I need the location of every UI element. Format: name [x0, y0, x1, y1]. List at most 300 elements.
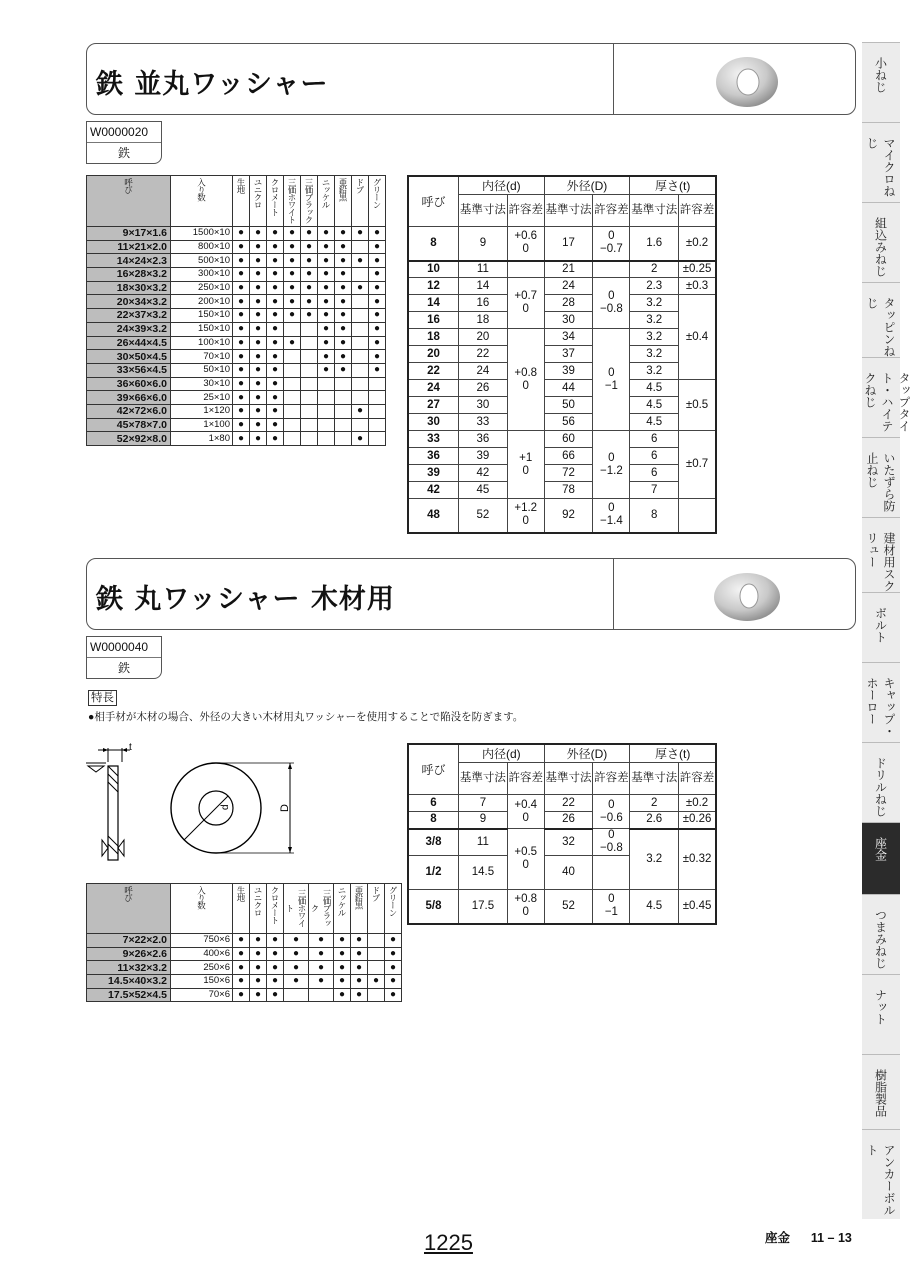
size-name: 18×30×3.2 — [87, 281, 171, 295]
side-tab[interactable] — [862, 517, 900, 592]
column-header-label: クロメート — [270, 886, 280, 924]
finish-cell — [369, 336, 386, 350]
available-dot-icon: ● — [373, 364, 381, 376]
available-dot-icon: ● — [237, 323, 245, 335]
table-row — [87, 240, 386, 254]
available-dot-icon: ● — [254, 323, 262, 335]
outer-base: 66 — [544, 448, 593, 465]
finish-cell — [352, 309, 369, 323]
outer-base: 26 — [544, 812, 593, 829]
column-header — [309, 884, 334, 934]
finish-cell — [318, 240, 335, 254]
section1-title: 鉄 並丸ワッシャー — [96, 69, 329, 100]
available-dot-icon: ● — [271, 432, 279, 444]
inner-base: 17.5 — [459, 890, 508, 924]
thickness-tolerance: ±0.2 — [679, 795, 716, 812]
available-dot-icon: ● — [389, 948, 397, 960]
finish-cell — [369, 404, 386, 418]
finish-cell — [369, 322, 386, 336]
thickness-base: 6 — [630, 465, 679, 482]
thickness-tolerance: ±0.5 — [679, 380, 716, 431]
quantity: 250×10 — [171, 281, 233, 295]
available-dot-icon: ● — [237, 350, 245, 362]
column-header — [352, 176, 369, 227]
inner-base: 36 — [459, 431, 508, 448]
finish-cell — [351, 988, 368, 1002]
dim-row — [408, 397, 716, 414]
inner-base: 14.5 — [459, 856, 508, 890]
column-header-label: ニッケル — [337, 886, 347, 916]
available-dot-icon: ● — [338, 961, 346, 973]
thickness-tolerance: ±0.25 — [679, 261, 716, 278]
available-dot-icon: ● — [339, 241, 347, 253]
side-tab[interactable] — [862, 437, 900, 517]
size-name: 9×26×2.6 — [87, 947, 171, 961]
outer-tolerance: 0 −1.2 — [593, 431, 630, 499]
side-tab-label: つまみねじ — [873, 909, 888, 969]
dim-row — [408, 812, 716, 829]
dim-row — [408, 312, 716, 329]
available-dot-icon: ● — [355, 975, 363, 987]
available-dot-icon: ● — [288, 295, 296, 307]
available-dot-icon: ● — [338, 948, 346, 960]
side-tab[interactable] — [862, 974, 900, 1054]
available-dot-icon: ● — [271, 975, 279, 987]
finish-cell — [318, 377, 335, 391]
outer-base: 34 — [544, 329, 593, 346]
side-tab[interactable] — [862, 357, 911, 437]
nominal: 1/2 — [408, 856, 459, 890]
table-row — [87, 391, 386, 405]
available-dot-icon: ● — [355, 961, 363, 973]
dim-row — [408, 448, 716, 465]
finish-cell — [233, 227, 250, 241]
nominal: 39 — [408, 465, 459, 482]
section2-title: 鉄 丸ワッシャー 木材用 — [96, 584, 395, 615]
nominal: 8 — [408, 227, 459, 261]
available-dot-icon: ● — [254, 948, 262, 960]
finish-cell — [301, 336, 318, 350]
available-dot-icon: ● — [254, 282, 262, 294]
finish-cell — [334, 988, 351, 1002]
available-dot-icon: ● — [305, 268, 313, 280]
available-dot-icon: ● — [322, 254, 330, 266]
finish-cell — [335, 322, 352, 336]
quantity: 25×10 — [171, 391, 233, 405]
finish-cell — [369, 268, 386, 282]
side-tab[interactable] — [862, 742, 900, 822]
finish-cell — [284, 336, 301, 350]
washer-drawing — [84, 740, 304, 870]
finish-cell — [352, 268, 369, 282]
column-header-label: ドブ — [355, 178, 365, 193]
column-header — [87, 176, 171, 227]
finish-cell — [352, 254, 369, 268]
side-tab[interactable] — [862, 282, 900, 357]
quantity: 70×6 — [171, 988, 233, 1002]
outer-base: 21 — [544, 261, 593, 278]
side-tab[interactable] — [862, 894, 900, 974]
available-dot-icon: ● — [271, 391, 279, 403]
column-header — [250, 176, 267, 227]
column-header-label: 亜鉛黒 — [338, 178, 348, 201]
finish-cell — [267, 309, 284, 323]
column-header — [233, 884, 250, 934]
inner-tolerance: +1.2 0 — [507, 499, 544, 533]
finish-cell — [284, 934, 309, 948]
table-row — [87, 377, 386, 391]
side-tab[interactable] — [862, 202, 900, 282]
thickness-tolerance — [679, 499, 716, 533]
side-tab-label: マイクロねじ — [865, 137, 896, 197]
thickness-base: 2 — [630, 795, 679, 812]
finish-cell — [334, 934, 351, 948]
side-tab[interactable] — [862, 592, 900, 662]
tolerance-header: 許容差 — [507, 195, 544, 227]
finish-cell — [369, 418, 386, 432]
finish-cell — [301, 377, 318, 391]
available-dot-icon: ● — [317, 934, 325, 946]
available-dot-icon: ● — [317, 975, 325, 987]
available-dot-icon: ● — [322, 364, 330, 376]
column-header-label: 呼び — [123, 178, 134, 193]
thickness-base: 4.5 — [630, 397, 679, 414]
nominal: 6 — [408, 795, 459, 812]
available-dot-icon: ● — [271, 948, 279, 960]
finish-cell — [250, 363, 267, 377]
quantity: 150×10 — [171, 309, 233, 323]
side-tab-label: 組込みねじ — [873, 217, 888, 277]
t-label: t — [129, 742, 132, 753]
outer-base: 22 — [544, 795, 593, 812]
finish-cell — [284, 961, 309, 975]
finish-cell — [284, 988, 309, 1002]
nominal: 10 — [408, 261, 459, 278]
available-dot-icon: ● — [338, 989, 346, 1001]
table-row — [87, 947, 402, 961]
footer-pages: 11 – 13 — [810, 1231, 852, 1245]
available-dot-icon: ● — [254, 268, 262, 280]
quantity: 150×6 — [171, 975, 233, 989]
size-name: 26×44×4.5 — [87, 336, 171, 350]
footer-section: 座金 — [765, 1231, 791, 1245]
dim-row — [408, 380, 716, 397]
finish-cell — [385, 975, 402, 989]
finish-cell — [267, 350, 284, 364]
finish-cell — [335, 363, 352, 377]
finish-cell — [284, 281, 301, 295]
inner-base: 11 — [459, 829, 508, 856]
thickness-base: 8 — [630, 499, 679, 533]
available-dot-icon: ● — [288, 336, 296, 348]
finish-cell — [301, 432, 318, 446]
available-dot-icon: ● — [292, 961, 300, 973]
column-header-label: 三価ブラック — [304, 178, 314, 223]
column-header-label: グリーン — [372, 178, 382, 208]
available-dot-icon: ● — [254, 336, 262, 348]
available-dot-icon: ● — [322, 309, 330, 321]
finish-cell — [335, 391, 352, 405]
outer-base: 32 — [544, 829, 593, 856]
available-dot-icon: ● — [305, 241, 313, 253]
available-dot-icon: ● — [271, 268, 279, 280]
finish-cell — [233, 281, 250, 295]
available-dot-icon: ● — [237, 418, 245, 430]
dim-row — [408, 465, 716, 482]
quantity: 1×80 — [171, 432, 233, 446]
quantity: 150×10 — [171, 322, 233, 336]
finish-cell — [352, 418, 369, 432]
column-header-label: グリーン — [388, 886, 398, 916]
table-row — [87, 988, 402, 1002]
outer-base: 92 — [544, 499, 593, 533]
finish-cell — [335, 336, 352, 350]
finish-cell — [233, 268, 250, 282]
available-dot-icon: ● — [355, 934, 363, 946]
available-dot-icon: ● — [322, 350, 330, 362]
inner-diameter-header: 内径(d) — [459, 176, 545, 195]
finish-cell — [369, 432, 386, 446]
finish-cell — [351, 934, 368, 948]
feature-label: 特長 — [88, 690, 117, 706]
available-dot-icon: ● — [356, 227, 364, 239]
available-dot-icon: ● — [373, 282, 381, 294]
available-dot-icon: ● — [373, 309, 381, 321]
thickness-header: 厚さ(t) — [630, 744, 716, 763]
inner-base: 16 — [459, 295, 508, 312]
outer-base: 50 — [544, 397, 593, 414]
available-dot-icon: ● — [322, 241, 330, 253]
side-tab[interactable] — [862, 1129, 900, 1219]
column-header-label: 亜鉛黒 — [354, 886, 364, 909]
dim-header-row — [408, 176, 716, 195]
available-dot-icon: ● — [305, 227, 313, 239]
inner-tolerance: +1 0 — [507, 431, 544, 499]
outer-tolerance: 0 −1.4 — [593, 499, 630, 533]
quantity: 750×6 — [171, 934, 233, 948]
finish-cell — [233, 377, 250, 391]
finish-cell — [335, 309, 352, 323]
finish-cell — [301, 363, 318, 377]
thickness-base: 1.6 — [630, 227, 679, 261]
side-tab[interactable] — [862, 42, 900, 122]
thickness-base: 3.2 — [630, 329, 679, 346]
outer-base: 72 — [544, 465, 593, 482]
available-dot-icon: ● — [237, 227, 245, 239]
quantity: 100×10 — [171, 336, 233, 350]
size-name: 17.5×52×4.5 — [87, 988, 171, 1002]
finish-cell — [267, 404, 284, 418]
available-dot-icon: ● — [339, 268, 347, 280]
finish-cell — [250, 934, 267, 948]
available-dot-icon: ● — [288, 309, 296, 321]
finish-cell — [369, 350, 386, 364]
finish-cell — [352, 404, 369, 418]
available-dot-icon: ● — [372, 975, 380, 987]
thickness-base: 3.2 — [630, 312, 679, 329]
finish-cell — [301, 350, 318, 364]
dim-row — [408, 261, 716, 278]
column-header — [233, 176, 250, 227]
available-dot-icon: ● — [254, 364, 262, 376]
finish-cell — [352, 432, 369, 446]
nominal: 12 — [408, 278, 459, 295]
thickness-header: 厚さ(t) — [630, 176, 716, 195]
finish-cell — [301, 240, 318, 254]
column-header-label: 生地 — [236, 886, 246, 901]
table-row — [87, 322, 386, 336]
nominal: 42 — [408, 482, 459, 499]
size-name: 42×72×6.0 — [87, 404, 171, 418]
finish-cell — [369, 295, 386, 309]
size-name: 14.5×40×3.2 — [87, 975, 171, 989]
available-dot-icon: ● — [237, 336, 245, 348]
side-tab-label: いたずら防止ねじ — [865, 452, 896, 512]
column-header-label: クロメート — [270, 178, 280, 216]
available-dot-icon: ● — [254, 309, 262, 321]
finish-cell — [284, 404, 301, 418]
dim-row — [408, 431, 716, 448]
available-dot-icon: ● — [288, 227, 296, 239]
size-name: 20×34×3.2 — [87, 295, 171, 309]
available-dot-icon: ● — [373, 295, 381, 307]
outer-base: 39 — [544, 363, 593, 380]
finish-cell — [369, 309, 386, 323]
finish-cell — [335, 350, 352, 364]
finish-cell — [334, 947, 351, 961]
finish-cell — [267, 377, 284, 391]
available-dot-icon: ● — [317, 961, 325, 973]
inner-base: 39 — [459, 448, 508, 465]
size-name: 39×66×6.0 — [87, 391, 171, 405]
available-dot-icon: ● — [254, 432, 262, 444]
quantity: 1×120 — [171, 404, 233, 418]
thickness-tolerance: ±0.26 — [679, 812, 716, 829]
side-tab[interactable] — [862, 662, 900, 742]
side-tab-label: ボルト — [873, 607, 888, 643]
available-dot-icon: ● — [254, 961, 262, 973]
finish-cell — [335, 404, 352, 418]
side-tab[interactable] — [862, 822, 900, 894]
finish-cell — [369, 227, 386, 241]
finish-cell — [284, 391, 301, 405]
outer-base: 40 — [544, 856, 593, 890]
thickness-base: 4.5 — [630, 380, 679, 397]
nominal: 14 — [408, 295, 459, 312]
available-dot-icon: ● — [254, 227, 262, 239]
thickness-base: 4.5 — [630, 414, 679, 431]
available-dot-icon: ● — [389, 934, 397, 946]
footer — [765, 1228, 852, 1246]
section2-header — [86, 558, 856, 630]
header-divider — [613, 559, 614, 629]
available-dot-icon: ● — [271, 295, 279, 307]
material-label: 鉄 — [117, 146, 130, 160]
available-dot-icon: ● — [338, 934, 346, 946]
tolerance-header: 許容差 — [593, 195, 630, 227]
section2-availability-table — [86, 883, 402, 1002]
table-row — [87, 268, 386, 282]
finish-cell — [250, 240, 267, 254]
side-tab-label: キャップ・ホーロー — [865, 677, 896, 737]
finish-cell — [368, 961, 385, 975]
finish-cell — [369, 254, 386, 268]
table-row — [87, 363, 386, 377]
inner-base: 26 — [459, 380, 508, 397]
outer-tolerance — [593, 261, 630, 278]
available-dot-icon: ● — [237, 364, 245, 376]
finish-cell — [267, 322, 284, 336]
quantity: 500×10 — [171, 254, 233, 268]
available-dot-icon: ● — [237, 934, 245, 946]
column-header-label: ユニクロ — [253, 886, 263, 916]
thickness-base: 4.5 — [630, 890, 679, 924]
size-name: 36×60×6.0 — [87, 377, 171, 391]
finish-cell — [301, 281, 318, 295]
available-dot-icon: ● — [237, 268, 245, 280]
finish-cell — [267, 227, 284, 241]
finish-cell — [318, 336, 335, 350]
column-header-label: 入り数 — [196, 178, 207, 201]
inner-base: 9 — [459, 812, 508, 829]
finish-cell — [335, 295, 352, 309]
side-tab[interactable] — [862, 1054, 900, 1129]
thickness-tolerance: ±0.2 — [679, 227, 716, 261]
finish-cell — [284, 947, 309, 961]
thickness-base: 7 — [630, 482, 679, 499]
outer-base: 60 — [544, 431, 593, 448]
available-dot-icon: ● — [389, 975, 397, 987]
tolerance-header: 許容差 — [593, 763, 630, 795]
feature-text: ●相手材が木材の場合、外径の大きい木材用丸ワッシャーを使用することで陥没を防ぎます。 — [88, 711, 524, 723]
thickness-base: 3.2 — [630, 363, 679, 380]
finish-cell — [250, 975, 267, 989]
base-size-header: 基準寸法 — [544, 195, 593, 227]
dim-row — [408, 795, 716, 812]
available-dot-icon: ● — [305, 295, 313, 307]
outer-tolerance: 0 −0.8 — [593, 278, 630, 329]
available-dot-icon: ● — [288, 254, 296, 266]
section2-code-box — [86, 636, 162, 679]
finish-cell — [250, 322, 267, 336]
side-tab-label: 座金 — [873, 837, 888, 861]
column-header — [334, 884, 351, 934]
inner-tolerance: +0.5 0 — [507, 829, 544, 890]
available-dot-icon: ● — [356, 254, 364, 266]
base-size-header: 基準寸法 — [544, 763, 593, 795]
finish-cell — [284, 975, 309, 989]
table-row — [87, 975, 402, 989]
quantity: 250×6 — [171, 961, 233, 975]
available-dot-icon: ● — [322, 282, 330, 294]
inner-tolerance: +0.6 0 — [507, 227, 544, 261]
finish-cell — [250, 377, 267, 391]
column-header-label: 三価ホワイト — [285, 889, 307, 927]
available-dot-icon: ● — [339, 282, 347, 294]
finish-cell — [335, 281, 352, 295]
size-name: 11×21×2.0 — [87, 240, 171, 254]
base-size-header: 基準寸法 — [459, 195, 508, 227]
finish-cell — [267, 432, 284, 446]
thickness-tolerance: ±0.3 — [679, 278, 716, 295]
finish-cell — [352, 377, 369, 391]
side-tab[interactable] — [862, 122, 900, 202]
available-dot-icon: ● — [373, 227, 381, 239]
available-dot-icon: ● — [356, 282, 364, 294]
size-name: 14×24×2.3 — [87, 254, 171, 268]
available-dot-icon: ● — [389, 989, 397, 1001]
finish-cell — [267, 418, 284, 432]
